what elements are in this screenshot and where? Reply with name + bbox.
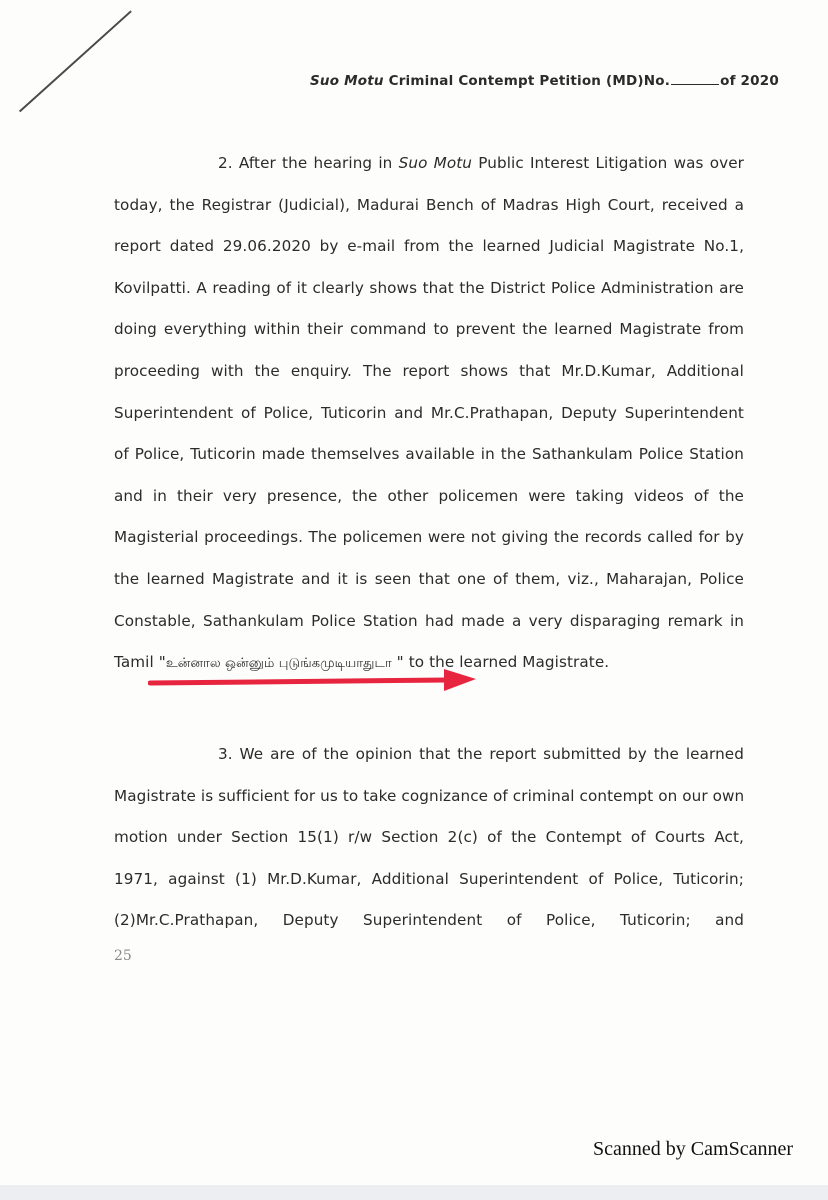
paragraph-line: Constable, Sathankulam Police Station had made a very disparaging remark in: [114, 611, 744, 630]
header-title: Criminal Contempt Petition (MD)No.: [388, 73, 671, 89]
paragraph-line: of Police, Tuticorin made themselves available in the Sathankulam Police Station: [114, 445, 744, 464]
paragraph-line: Magisterial proceedings. The policemen were not giving the records called for by: [114, 528, 744, 547]
paragraph-line: the learned Magistrate and it is seen that one of them, viz., Maharajan, Police: [114, 569, 744, 588]
header-italic: Suo Motu: [310, 73, 384, 89]
paragraph-line: Magistrate is sufficient for us to take cognizance of criminal contempt on our own: [114, 786, 745, 805]
bottom-strip: [0, 1185, 828, 1200]
paragraph-line: proceeding with the enquiry. The report shows that Mr.D.Kumar, Additional: [114, 361, 744, 380]
paragraph-line: and in their very presence, the other policemen were taking videos of the: [114, 486, 744, 505]
paragraph-2: [114, 143, 744, 685]
text-run-italic: Suo Motu: [398, 154, 473, 172]
text-run: 2. After the hearing in: [218, 154, 399, 172]
paragraph-line: Kovilpatti. A reading of it clearly shows that the District Police Administration are: [114, 278, 744, 297]
paragraph-line: [114, 143, 744, 185]
text-run: Public Interest Litigation was over: [472, 154, 744, 172]
page-fold-line: [19, 10, 132, 112]
paragraph-line: Superintendent of Police, Tuticorin and Mr.C.Prathapan, Deputy Superintendent: [114, 403, 744, 422]
paragraph-line: report dated 29.06.2020 by e-mail from the learned Judicial Magistrate No.1,: [114, 237, 744, 256]
paragraph-line: doing everything within their command to prevent the learned Magistrate from: [114, 320, 744, 339]
paragraph-line: 1971, against (1) Mr.D.Kumar, Additional Superintendent of Police, Tuticorin;: [114, 869, 744, 888]
case-header: [310, 73, 779, 89]
header-blank-line: [671, 84, 719, 85]
paragraph-line: today, the Registrar (Judicial), Madurai Bench of Madras High Court, received a: [114, 195, 744, 214]
paragraph-line: 3. We are of the opinion that the report submitted by the learned: [218, 745, 744, 763]
paragraph-line: (2)Mr.C.Prathapan, Deputy Superintendent of Police, Tuticorin; and: [114, 911, 744, 930]
tamil-quote: உன்னால ஒன்னும் புடுங்கமுடியாதுடா: [165, 656, 392, 672]
red-arrow-icon: [148, 666, 478, 696]
page-number: 25: [114, 948, 132, 964]
paragraph-line: motion under Section 15(1) r/w Section 2(c) of the Contempt of Courts Act,: [114, 828, 744, 847]
paragraph-3: [114, 734, 744, 942]
text-run: " to the learned Magistrate.: [391, 653, 610, 672]
text-run: Tamil ": [114, 653, 166, 672]
header-year: of 2020: [720, 73, 779, 89]
camscanner-watermark: Scanned by CamScanner: [593, 1138, 793, 1160]
